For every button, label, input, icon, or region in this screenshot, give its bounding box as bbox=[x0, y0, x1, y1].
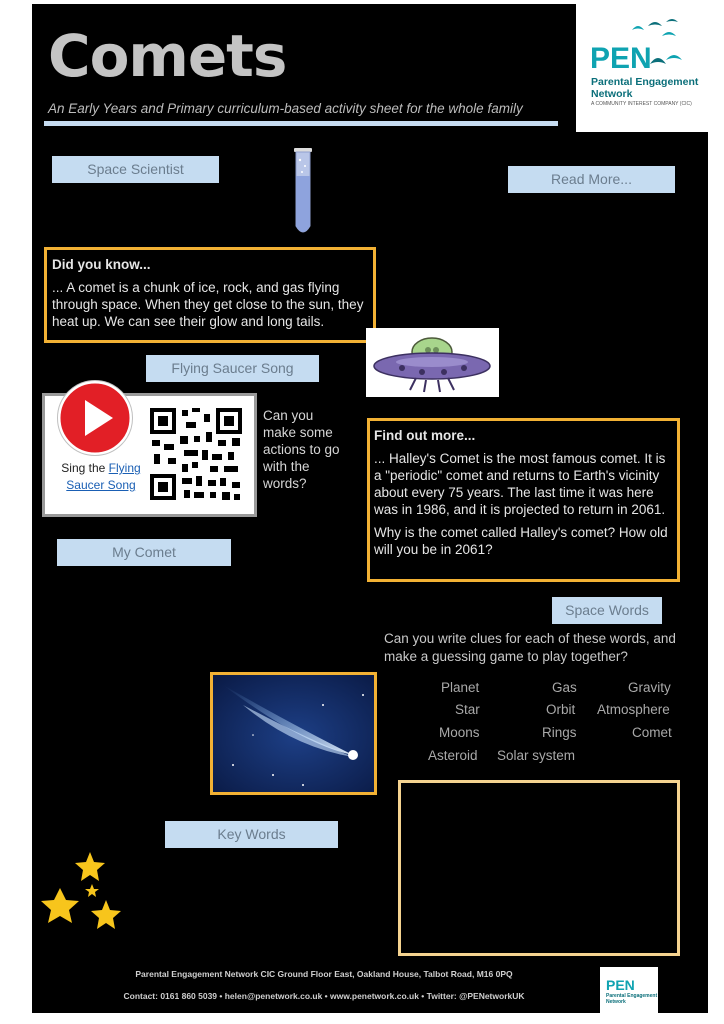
footer-address-text: Parental Engagement Network CIC Ground Floor East, Oakland House, Talbot Road, M16 0PQ bbox=[135, 969, 513, 979]
sing-prefix: Sing the bbox=[61, 461, 109, 475]
play-button-icon[interactable] bbox=[57, 380, 135, 456]
key-words-writing-box[interactable] bbox=[398, 780, 680, 956]
stars-icon bbox=[40, 848, 130, 938]
word-rings: Rings bbox=[542, 725, 577, 740]
qr-code-icon[interactable] bbox=[148, 406, 244, 502]
comet-image bbox=[213, 675, 377, 795]
bird-small-icon bbox=[648, 50, 688, 72]
pen-logo bbox=[576, 4, 708, 132]
find-out-more-heading: Find out more... bbox=[374, 428, 476, 443]
actions-prompt: Can you make some actions to go with the words? bbox=[263, 408, 340, 491]
find-out-more-box bbox=[367, 418, 680, 582]
word-orbit: Orbit bbox=[546, 702, 576, 717]
find-out-more-text: ... Halley's Comet is the most famous comet. It is a "periodic" comet and returns to Earth's vicinity about every 75 years. The last time it was here was in 1986, and it is projected to return in 2061. bbox=[374, 451, 666, 517]
footer-logo-line2: Network bbox=[606, 999, 626, 1005]
logo-line2: Network bbox=[591, 88, 633, 100]
logo-brand: PEN bbox=[590, 42, 652, 75]
word-atmosphere: Atmosphere bbox=[597, 702, 670, 717]
did-you-know-text: ... A comet is a chunk of ice, rock, and gas flying through space. When they get close to the sun, they heat up. We can see their glow and long tails. bbox=[52, 280, 364, 329]
word-planet: Planet bbox=[441, 680, 480, 695]
key-words-button[interactable]: Key Words bbox=[165, 821, 338, 848]
space-words-question: Can you write clues for each of these words, and make a guessing game to play together? bbox=[384, 631, 676, 664]
page-title: Comets bbox=[48, 22, 287, 90]
footer-logo-line1: Parental Engagement bbox=[606, 993, 658, 999]
did-you-know-box bbox=[44, 247, 376, 343]
word-asteroid: Asteroid bbox=[428, 748, 478, 763]
test-tube-icon bbox=[290, 146, 316, 240]
word-comet: Comet bbox=[632, 725, 672, 740]
word-gas: Gas bbox=[552, 680, 577, 695]
page-subtitle: An Early Years and Primary curriculum-based activity sheet for the whole family bbox=[48, 101, 523, 116]
flying-saucer-song-link[interactable]: Flying Saucer Song bbox=[66, 461, 141, 492]
space-scientist-button[interactable]: Space Scientist bbox=[52, 156, 219, 183]
word-gravity: Gravity bbox=[628, 680, 671, 695]
song-card bbox=[42, 393, 257, 517]
word-moons: Moons bbox=[439, 725, 480, 740]
footer-logo-brand: PEN bbox=[606, 977, 635, 993]
logo-line1: Parental Engagement bbox=[591, 76, 699, 88]
word-star: Star bbox=[455, 702, 480, 717]
footer-contact-text: Contact: 0161 860 5039 • helen@penetwork.co.uk • www.penetwork.co.uk • Twitter: @PENetworkUK bbox=[123, 991, 525, 1001]
birds-icon bbox=[628, 18, 688, 44]
flying-saucer-song-button[interactable]: Flying Saucer Song bbox=[146, 355, 319, 382]
footer-pen-logo bbox=[600, 967, 658, 1013]
title-underline bbox=[44, 121, 558, 126]
sing-text bbox=[53, 460, 149, 494]
word-solar-system: Solar system bbox=[497, 748, 576, 763]
my-comet-button[interactable]: My Comet bbox=[57, 539, 231, 566]
read-more-button[interactable]: Read More... bbox=[508, 166, 675, 193]
space-words-button[interactable]: Space Words bbox=[552, 597, 662, 624]
ufo-icon bbox=[366, 328, 499, 397]
find-out-more-question: Why is the comet called Halley's comet? How old will you be in 2061? bbox=[374, 525, 668, 557]
comet-photo bbox=[210, 672, 377, 795]
logo-line3: A COMMUNITY INTEREST COMPANY (CIC) bbox=[591, 101, 692, 107]
flying-saucer-image bbox=[366, 328, 499, 397]
did-you-know-heading: Did you know... bbox=[52, 257, 151, 272]
